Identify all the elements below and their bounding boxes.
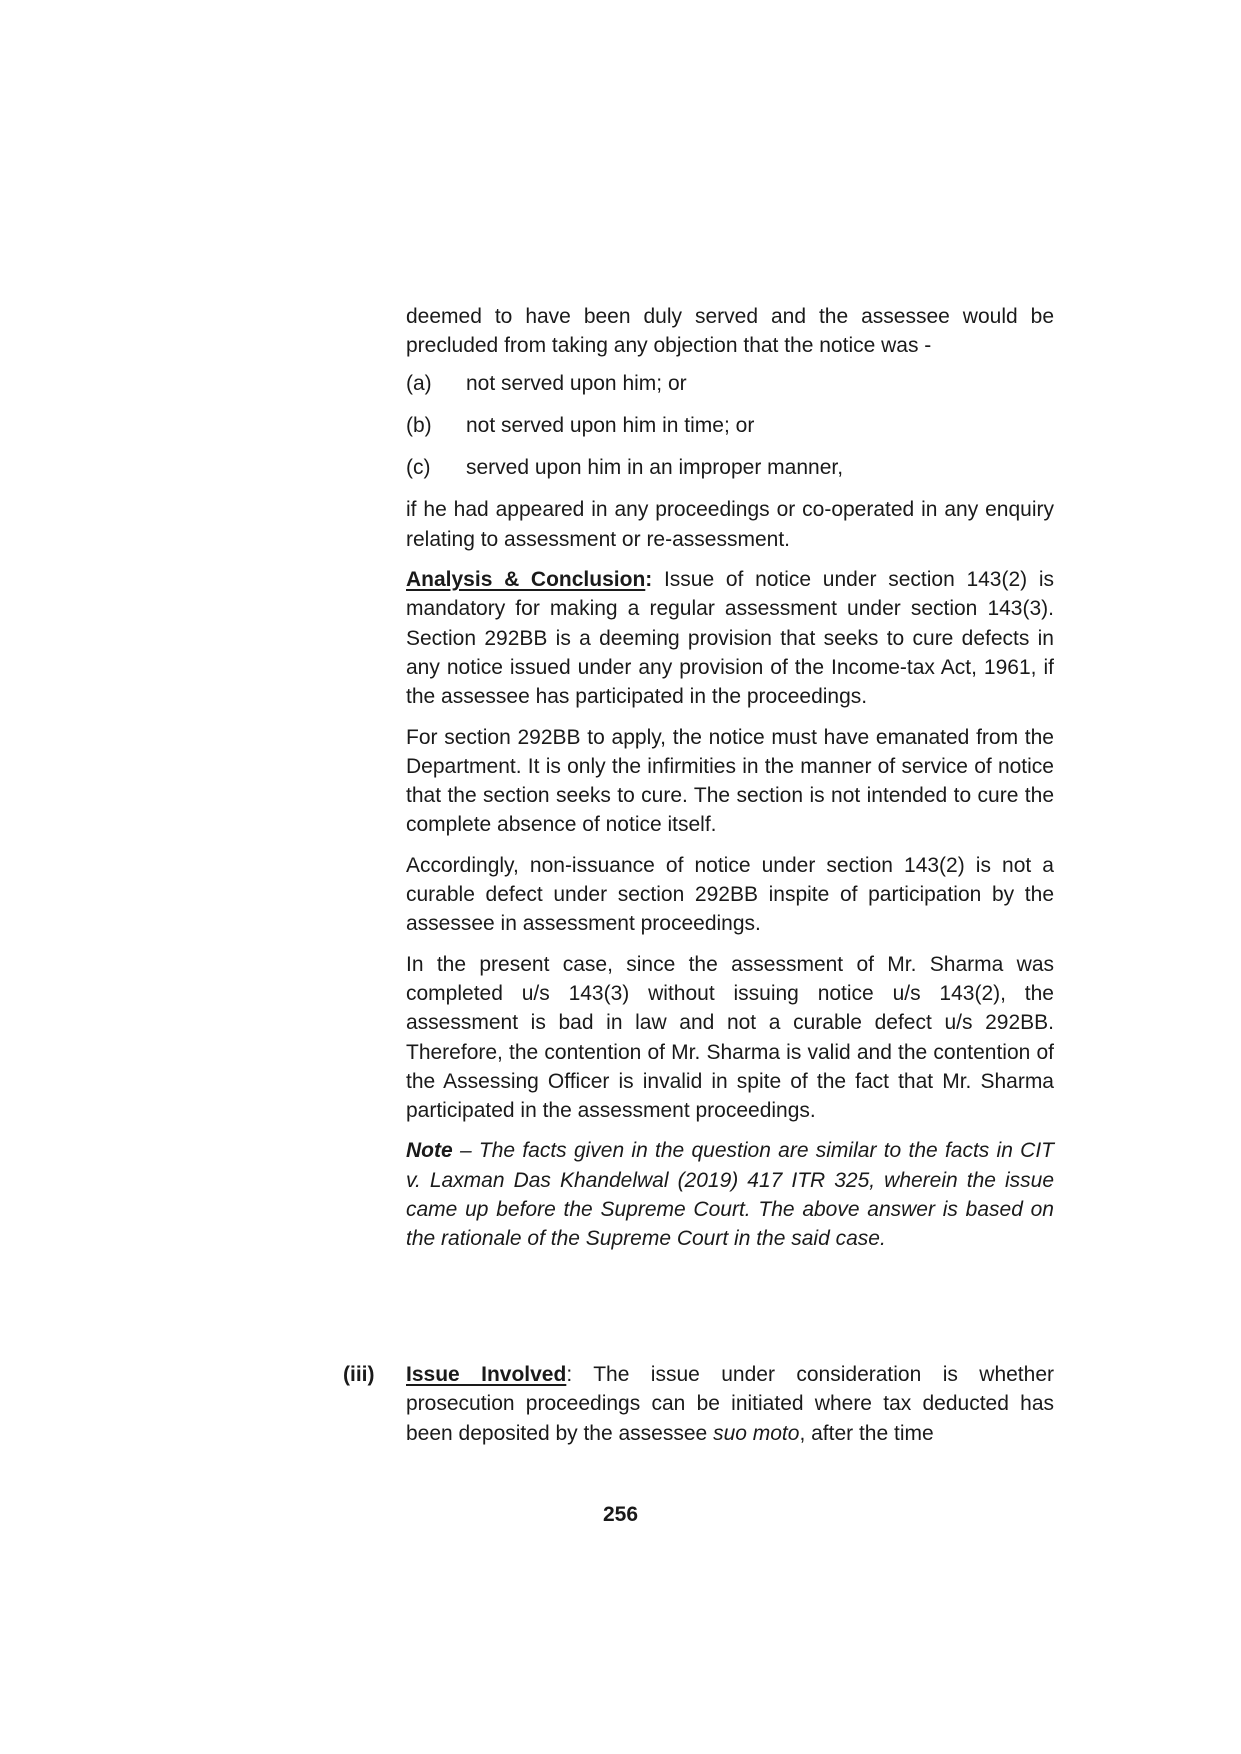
list-marker: (b) xyxy=(406,413,432,437)
note-paragraph xyxy=(406,1136,1054,1253)
after-list-paragraph: if he had appeared in any proceedings or co-operated in any enquiry relating to assessment or re-assessment. xyxy=(406,498,1054,551)
sub-question-iii xyxy=(343,1360,1054,1448)
issue-involved-heading: Issue Involved xyxy=(406,1363,567,1386)
accordingly-paragraph: Accordingly, non-issuance of notice under section 143(2) is not a curable defect under section 292BB inspite of participation by the assessee in assessment proceedings. xyxy=(406,853,1054,936)
list-item xyxy=(406,453,1054,482)
list-item-text: served upon him in an improper manner, xyxy=(466,456,844,480)
sub-question-number: (iii) xyxy=(343,1363,375,1386)
issue-text-italic: suo moto xyxy=(713,1421,800,1445)
analysis-colon: : xyxy=(645,568,653,592)
note-text: – The facts given in the question are similar to the facts in CIT v. Laxman Das Khandelwal (2019) 417 ITR 325, wherein the issue came up before the Supreme Court. The above answer is based on the rationale of the Supreme Court in the said case. xyxy=(406,1139,1054,1251)
page-content xyxy=(406,302,1054,1265)
list-item xyxy=(406,411,1054,440)
analysis-text: Issue of notice under section 143(2) is mandatory for making a regular assessment under section 143(3). Section 292BB is a deeming provision that seeks to cure defects in any notice issued under any provision of the Income-tax Act, 1961, if the assessee has participated in the proceedings. xyxy=(406,568,1055,709)
list-item xyxy=(406,369,1054,398)
lead-paragraph: deemed to have been duly served and the assessee would be precluded from taking any objection that the notice was - xyxy=(406,305,1054,358)
list-marker: (c) xyxy=(406,456,431,480)
list-item-text: not served upon him in time; or xyxy=(466,413,755,437)
section-292bb-paragraph: For section 292BB to apply, the notice must have emanated from the Department. It is only the infirmities in the manner of service of notice that the section seeks to cure. The section is not intended to cure the complete absence of notice itself. xyxy=(406,725,1054,837)
analysis-paragraph xyxy=(406,565,1054,711)
page-number: 256 xyxy=(602,1503,639,1526)
note-label: Note xyxy=(406,1139,453,1163)
analysis-heading: Analysis & Conclusion xyxy=(406,568,646,592)
issue-text-before: The issue under consideration is whether prosecution proceedings can be initiated where tax deducted has been deposited by the assessee xyxy=(406,1363,1054,1445)
list-marker: (a) xyxy=(406,371,432,395)
sub-question-body xyxy=(406,1360,1054,1448)
issue-text-after: , after the time xyxy=(799,1421,934,1445)
list-item-text: not served upon him; or xyxy=(466,371,687,395)
present-case-paragraph: In the present case, since the assessment of Mr. Sharma was completed u/s 143(3) without issuing notice u/s 143(2), the assessment is bad in law and not a curable defect u/s 292BB. Therefore, the contention of Mr. Sharma is valid and the contention of the Assessing Officer is invalid in spite of the fact that Mr. Sharma participated in the assessment proceedings. xyxy=(406,952,1054,1123)
issue-involved-colon: : xyxy=(566,1363,573,1386)
